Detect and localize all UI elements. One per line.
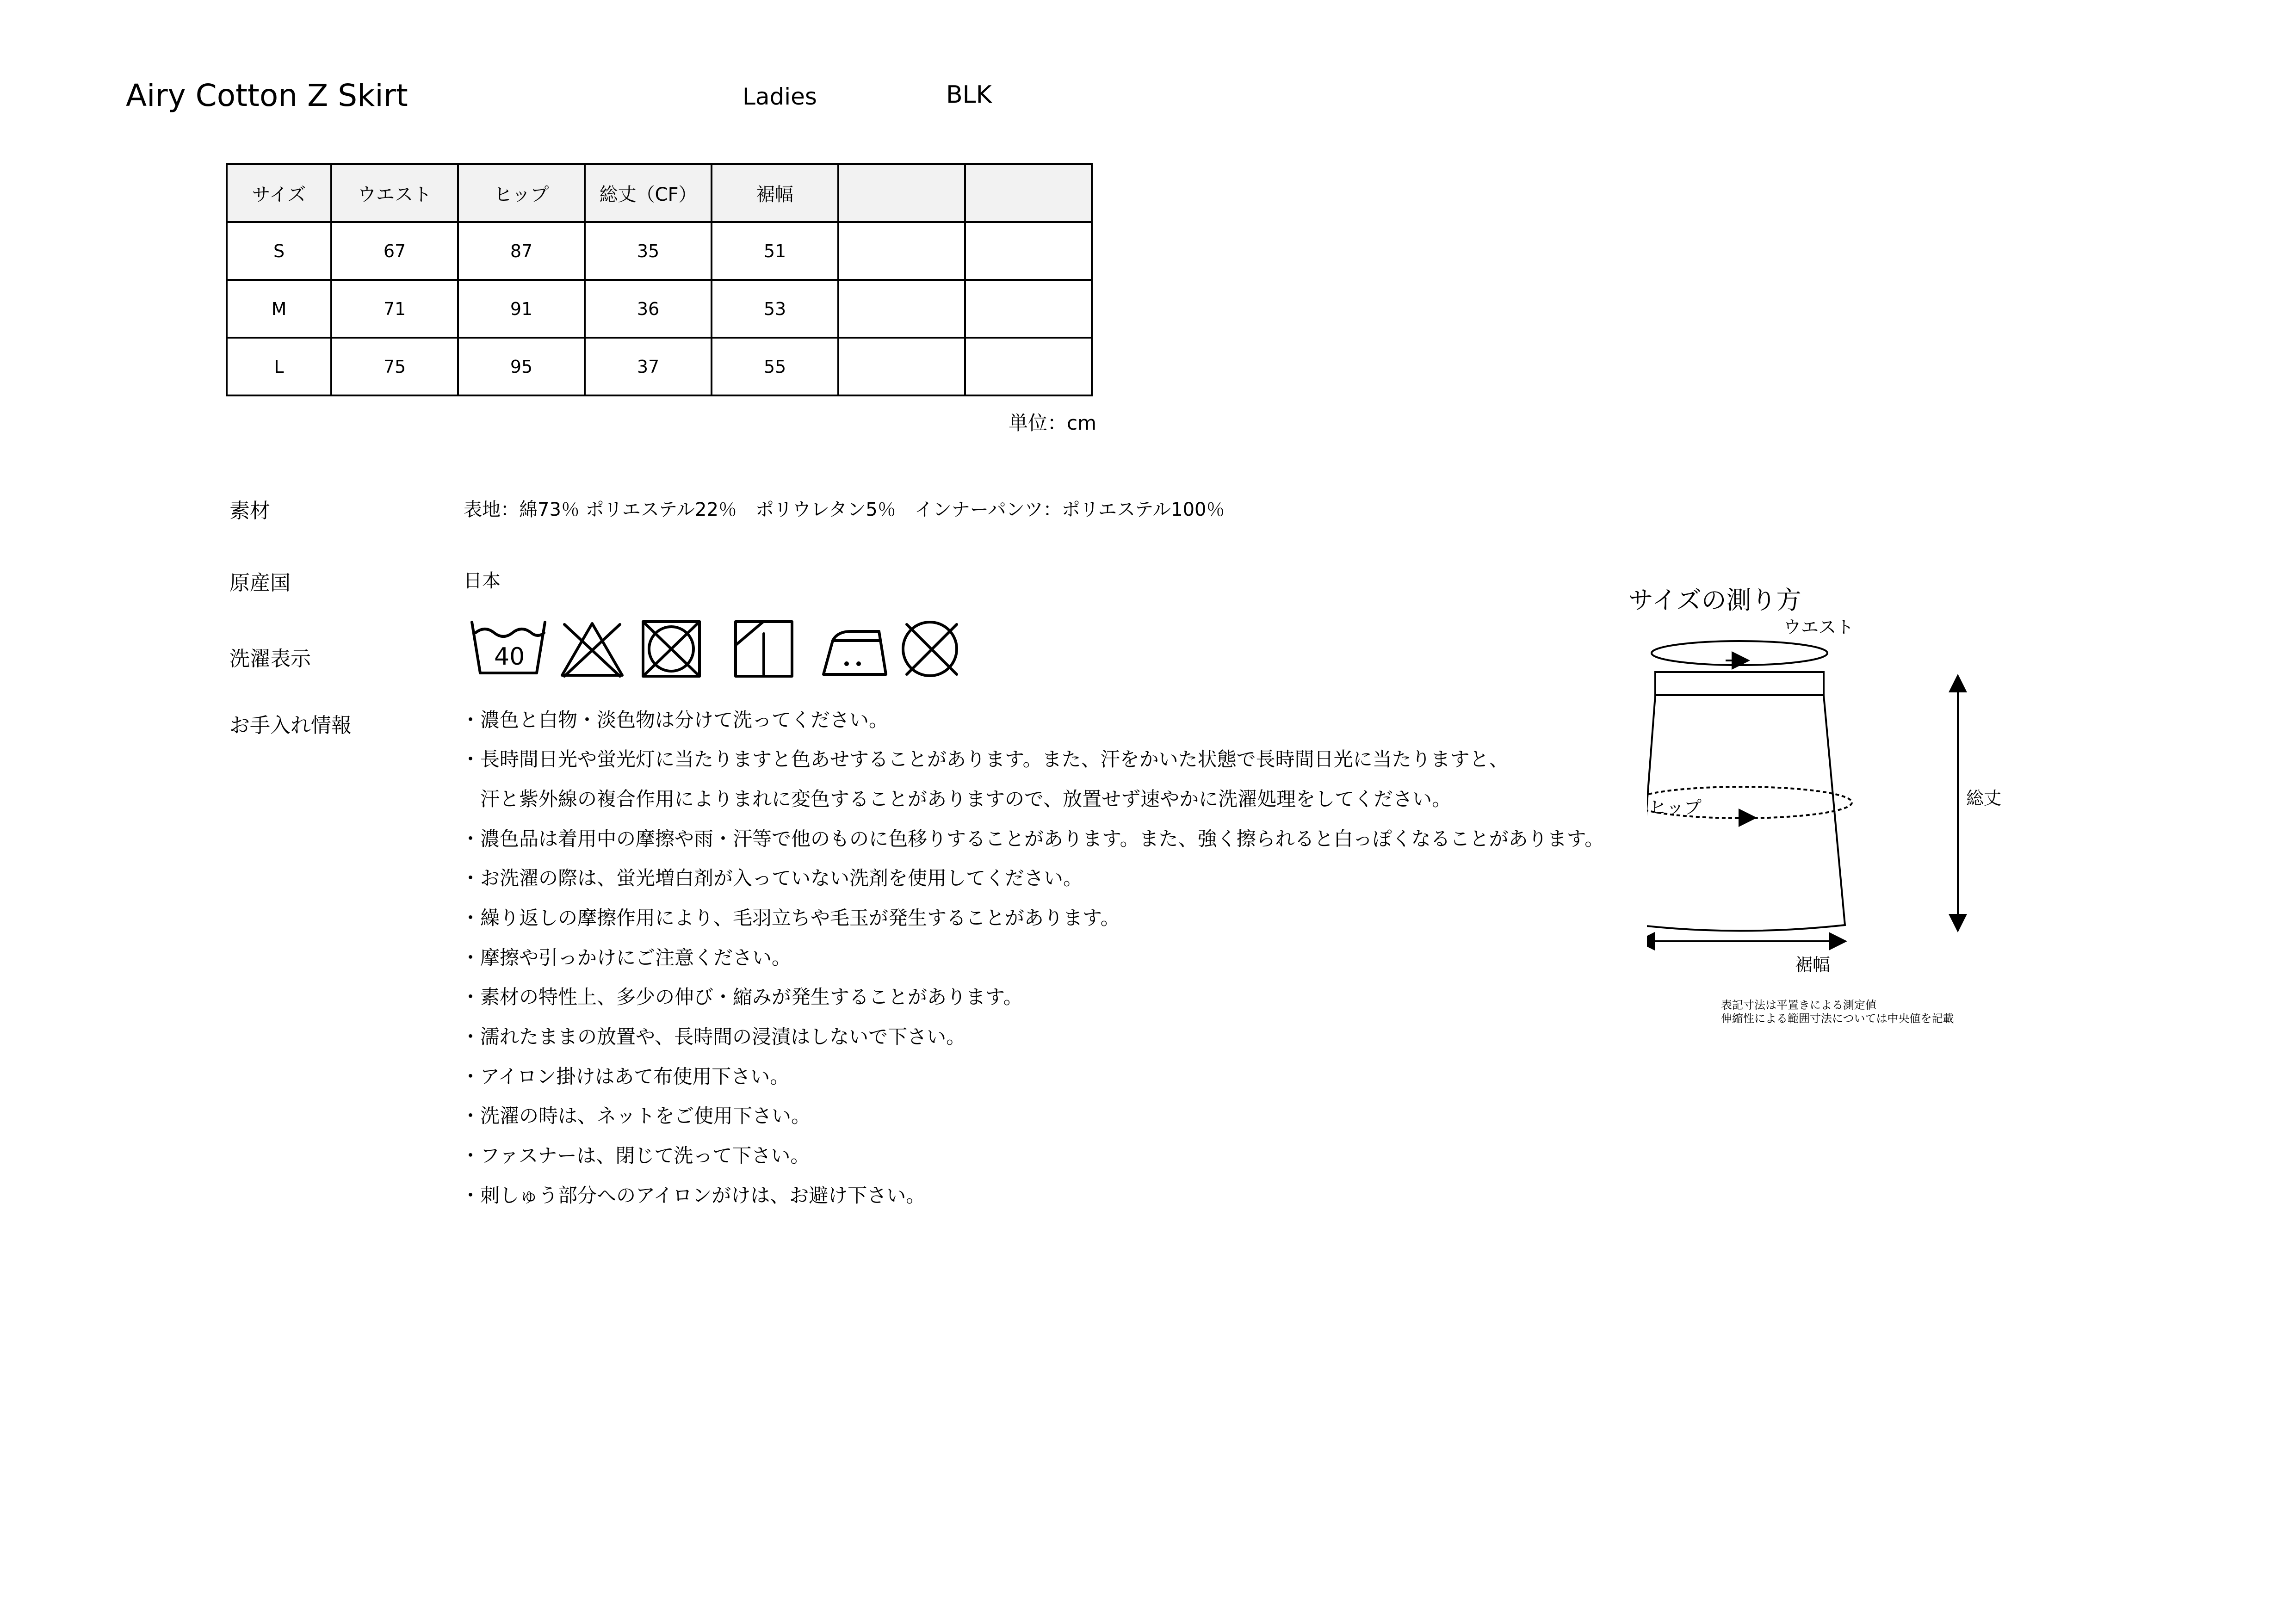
no-bleach-icon — [562, 623, 622, 676]
table-row — [227, 338, 1092, 395]
care-note: ・お洗濯の際は、蛍光増白剤が入っていない洗剤を使用してください。 — [461, 867, 1083, 889]
care-note: ・摩擦や引っかけにご注意ください。 — [461, 946, 792, 969]
no-dry-clean-icon — [903, 622, 957, 676]
table-cell: 37 — [585, 338, 712, 395]
wash-label: 洗濯表示 — [229, 647, 311, 671]
column-header: サイズ — [227, 164, 331, 222]
table-cell: 35 — [585, 222, 712, 280]
wash-40-icon — [472, 622, 545, 673]
skirt-diagram — [1647, 620, 2017, 990]
table-cell — [965, 222, 1092, 280]
diagram-hip-label: ヒップ — [1649, 797, 1702, 818]
table-cell: 71 — [331, 280, 458, 338]
gender-label: Ladies — [743, 83, 817, 110]
unit-label: 単位：cm — [1009, 412, 1097, 434]
care-note: ・濃色品は着用中の摩擦や雨・汗等で他のものに色移りすることがあります。また、強く擦られると白っぽくなることがあります。 — [461, 827, 1604, 850]
drip-dry-shade-icon — [736, 622, 792, 676]
table-cell: 75 — [331, 338, 458, 395]
care-note: ・刺しゅう部分へのアイロンがけは、お避け下さい。 — [461, 1184, 926, 1207]
table-cell: 67 — [331, 222, 458, 280]
column-header — [838, 164, 965, 222]
column-header — [965, 164, 1092, 222]
table-header-row — [227, 164, 1092, 222]
material-label: 素材 — [229, 499, 270, 523]
wash-temp-label: 40 — [494, 643, 525, 671]
diagram-hem-label: 裾幅 — [1795, 955, 1831, 975]
table-cell — [838, 280, 965, 338]
table-cell: 55 — [712, 338, 838, 395]
care-note: ・濡れたままの放置や、長時間の浸漬はしないで下さい。 — [461, 1025, 966, 1048]
care-label: お手入れ情報 — [229, 714, 352, 737]
table-cell — [965, 338, 1092, 395]
table-row — [227, 222, 1092, 280]
care-note: ・アイロン掛けはあて布使用下さい。 — [461, 1065, 790, 1088]
table-cell: 36 — [585, 280, 712, 338]
table-cell: 53 — [712, 280, 838, 338]
iron-medium-icon — [823, 631, 886, 674]
no-tumble-dry-icon — [643, 622, 699, 676]
care-note: ・繰り返しの摩擦作用により、毛羽立ちや毛玉が発生することがあります。 — [461, 907, 1120, 929]
column-header: ヒップ — [458, 164, 585, 222]
diagram-note: 伸縮性による範囲寸法については中央値を記載 — [1721, 1012, 1954, 1025]
size-table — [226, 163, 1093, 396]
table-cell: M — [227, 280, 331, 338]
care-note: 汗と紫外線の複合作用によりまれに変色することがありますので、放置せず速やかに洗濯処理をしてください。 — [461, 788, 1452, 810]
table-row — [227, 280, 1092, 338]
diagram-waist-label: ウエスト — [1783, 617, 1854, 637]
table-cell: 91 — [458, 280, 585, 338]
table-cell — [838, 338, 965, 395]
color-label: BLK — [946, 81, 992, 109]
column-header: 総丈（CF） — [585, 164, 712, 222]
column-header: ウエスト — [331, 164, 458, 222]
column-header: 裾幅 — [712, 164, 838, 222]
table-cell: 87 — [458, 222, 585, 280]
care-note: ・長時間日光や蛍光灯に当たりますと色あせすることがあります。また、汗をかいた状態で長時間日光に当たりますと、 — [461, 748, 1509, 771]
table-cell: S — [227, 222, 331, 280]
table-cell — [965, 280, 1092, 338]
origin-label: 原産国 — [229, 571, 291, 595]
table-cell: 51 — [712, 222, 838, 280]
product-title: Airy Cotton Z Skirt — [126, 78, 408, 113]
care-note: ・濃色と白物・淡色物は分けて洗ってください。 — [461, 709, 889, 731]
wash-care-icons — [467, 615, 976, 685]
table-cell: L — [227, 338, 331, 395]
care-note: ・洗濯の時は、ネットをご使用下さい。 — [461, 1105, 811, 1127]
care-note: ・ファスナーは、閉じて洗って下さい。 — [461, 1144, 810, 1167]
material-value: 表地：綿73％ ポリエステル22％ ポリウレタン5％ インナーパンツ：ポリエステル100％ — [464, 499, 1225, 520]
table-cell: 95 — [458, 338, 585, 395]
care-note: ・素材の特性上、多少の伸び・縮みが発生することがあります。 — [461, 986, 1023, 1008]
diagram-note: 表記寸法は平置きによる測定値 — [1721, 999, 1876, 1012]
diagram-length-label: 総丈 — [1966, 788, 2002, 808]
table-cell — [838, 222, 965, 280]
origin-value: 日本 — [464, 570, 501, 592]
diagram-title: サイズの測り方 — [1628, 586, 1801, 615]
